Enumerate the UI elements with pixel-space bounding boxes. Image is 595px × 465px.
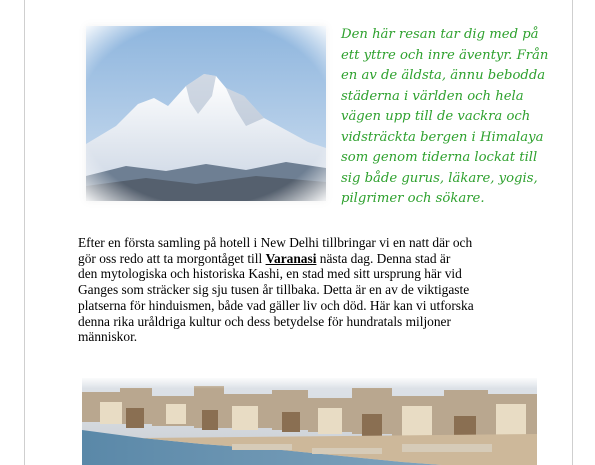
intro-line: sig både gurus, läkare, yogis, <box>341 170 538 186</box>
intro-line: pilgrimer och sökare. <box>341 191 485 206</box>
intro-line: som genom tiderna lockat till <box>341 150 538 165</box>
intro-line: vägen upp till de vackra och <box>341 109 531 124</box>
intro-line: Den här resan tar dig med på <box>341 27 539 42</box>
intro-line: en av de äldsta, ännu bebodda <box>341 68 546 83</box>
body-text-part2: nästa dag. Denna stad är den mytologiska och historiska Kashi, en stad med sitt ursprung här vid Ganges som sträcker sig sju tusen år tillbaka. Detta är en av de viktigaste platserna för hinduismen, både vad gäller liv och död. Här kan vi utforska denna rika uråldriga kultur och dess betydelse för hundratals miljoner människor. <box>78 250 474 345</box>
body-text-part1: Efter en första samling på hotell i New Delhi tillbringar vi en natt där och gör oss redo att ta morgontåget till <box>78 235 473 266</box>
intro-line: städerna i världen och hela <box>341 88 524 104</box>
intro-text <box>341 25 551 210</box>
himalaya-mountain-image <box>86 26 326 201</box>
intro-line: ett yttre och inre äventyr. Från <box>341 47 549 63</box>
body-paragraph <box>78 235 548 345</box>
intro-line: vidsträckta bergen i Himalaya <box>341 129 544 145</box>
varanasi-city-image <box>82 378 537 465</box>
varanasi-link[interactable]: Varanasi <box>265 250 317 266</box>
